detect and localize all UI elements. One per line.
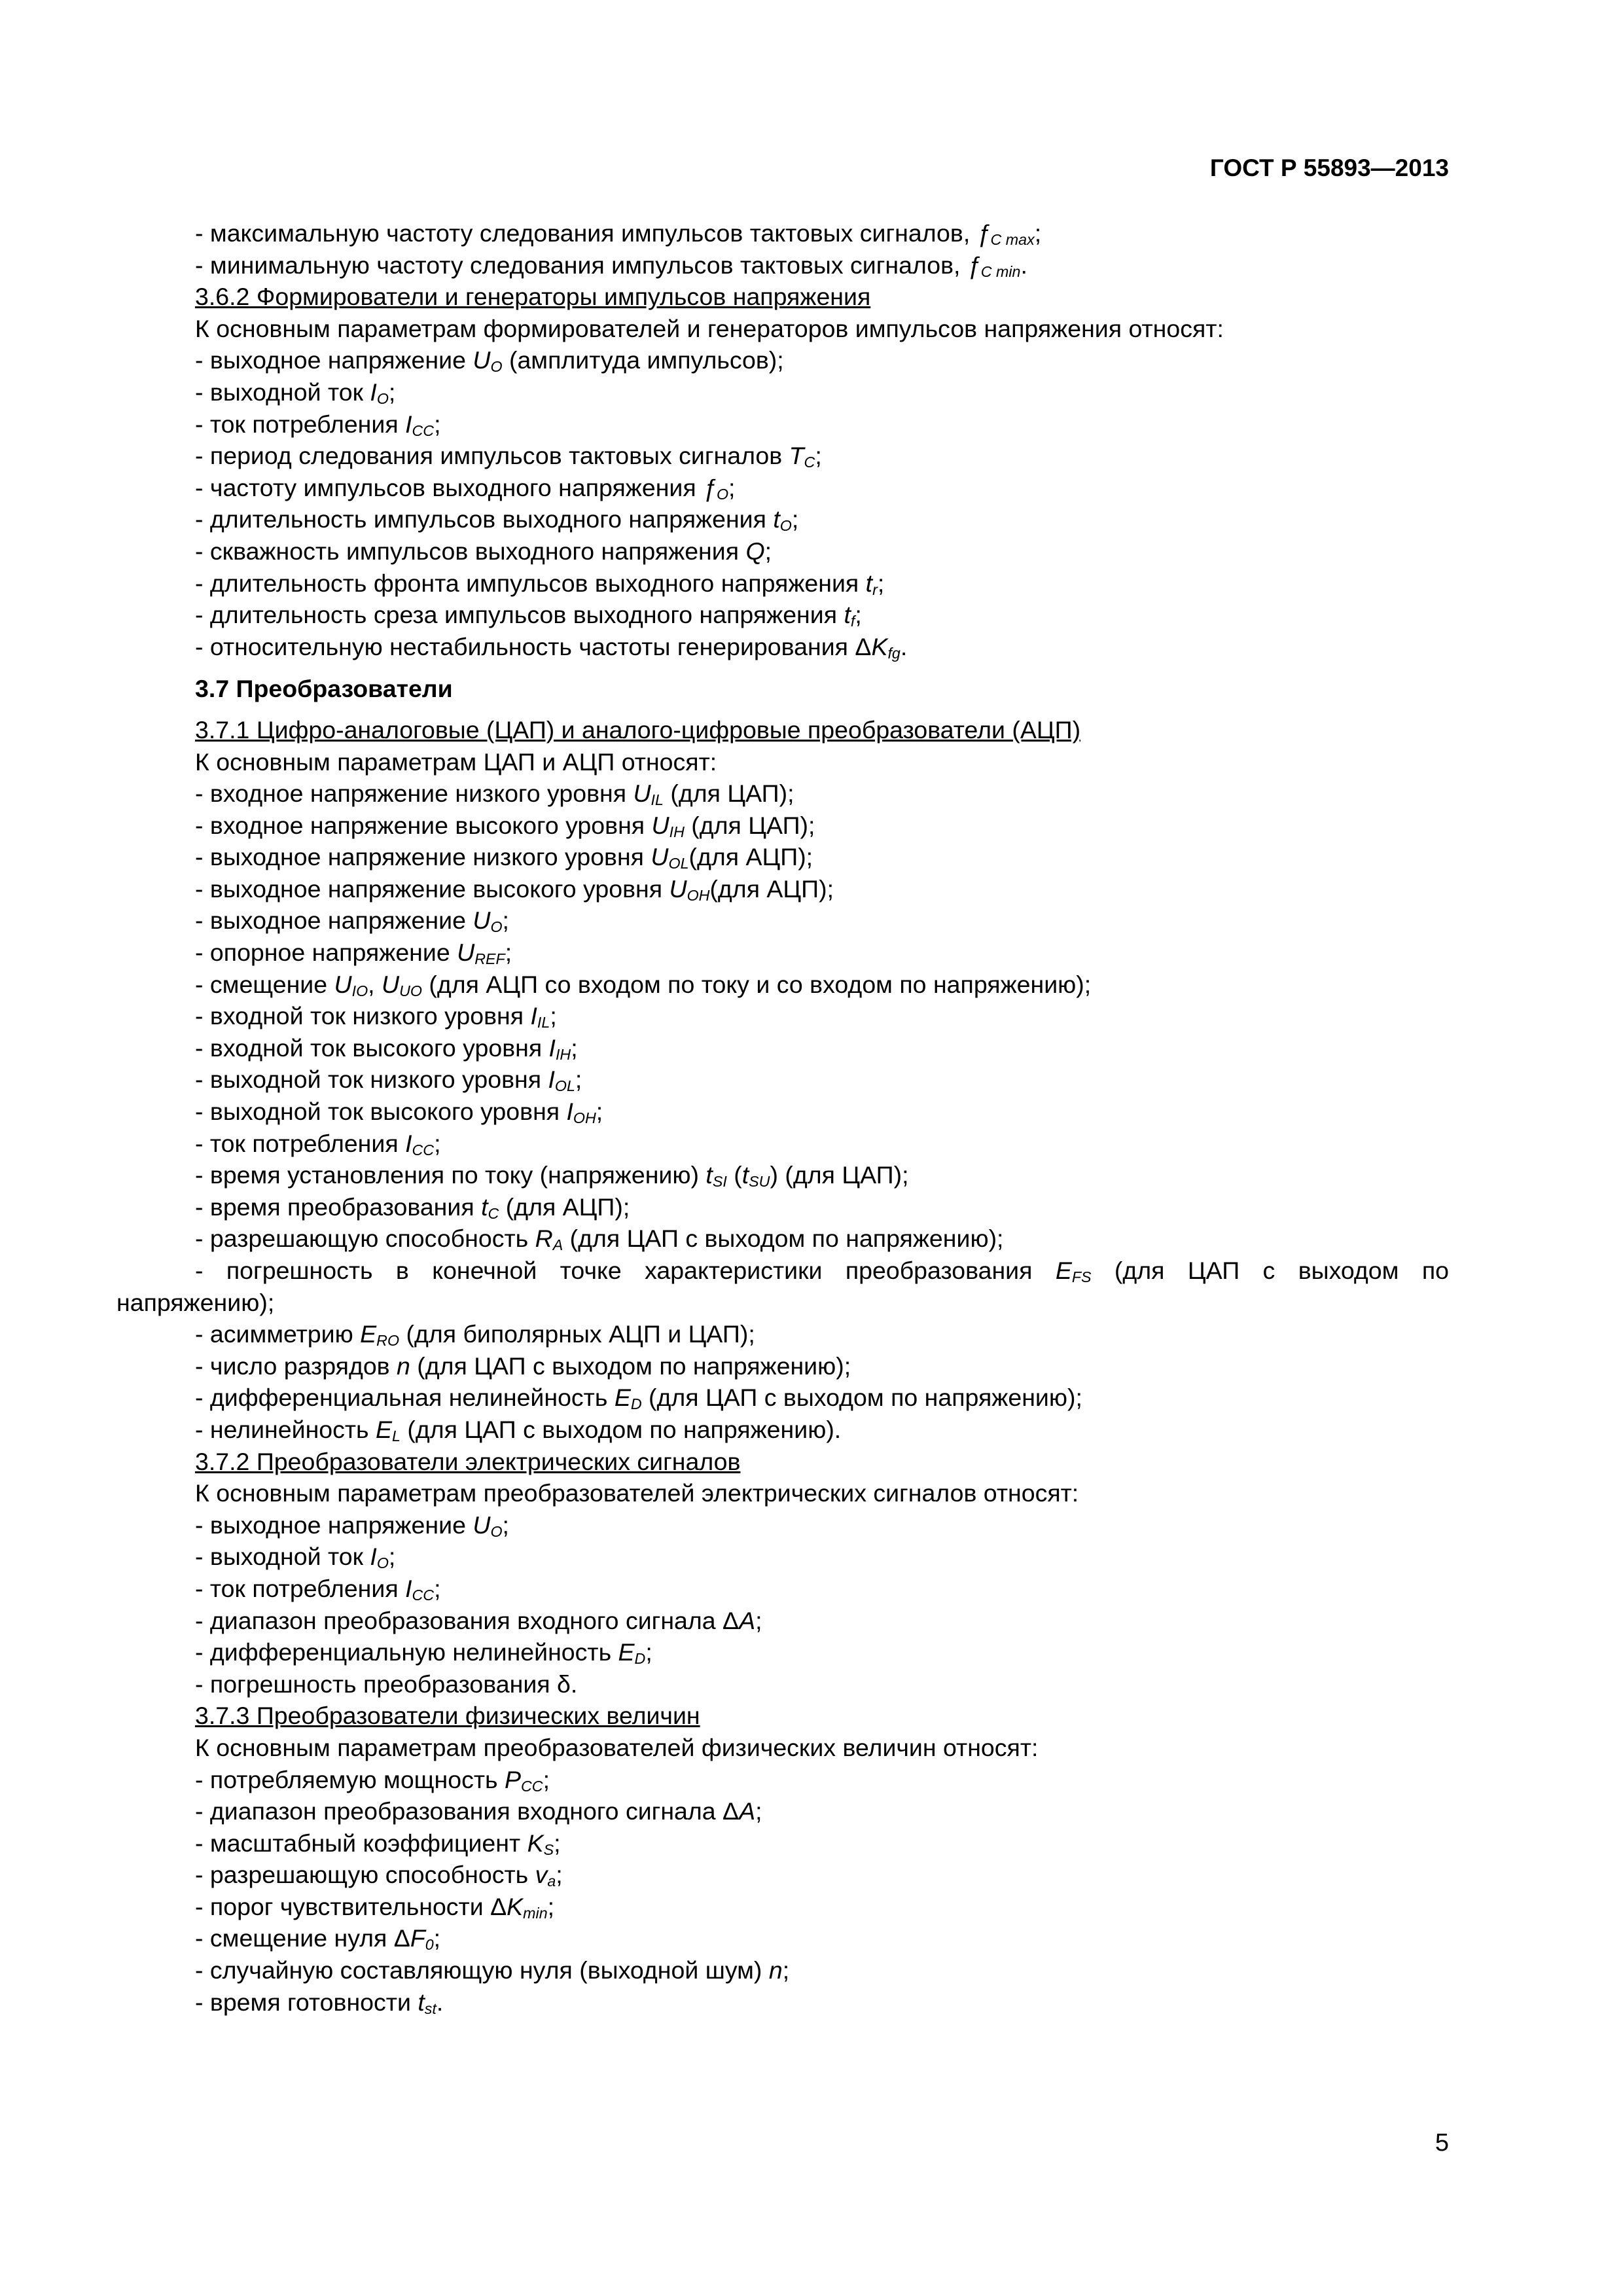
list-item: - период следования импульсов тактовых сигналов $T_C$; <box>195 442 822 471</box>
list-item: - выходной ток $I_O$; <box>195 378 396 408</box>
list-item: - погрешность в конечной точке характеристики преобразования $E_{FS}$ (для ЦАП с выходом по <box>195 1257 1449 1286</box>
list-item: - разрешающую способность $R_A$ (для ЦАП с выходом по напряжению); <box>195 1225 1004 1254</box>
list-item: - масштабный коэффициент $K_S$; <box>195 1829 561 1858</box>
list-item: - выходной ток высокого уровня $I_{OH}$; <box>195 1098 603 1127</box>
list-item: - длительность импульсов выходного напряжения $t_O$; <box>195 505 799 535</box>
list-item: - относительную нестабильность частоты генерирования $\Delta K_{fg}$. <box>195 632 908 662</box>
list-item: - ток потребления $I_{CC}$; <box>195 1574 441 1604</box>
text-line: К основным параметрам формирователей и генераторов импульсов напряжения относят: <box>195 314 1224 342</box>
list-item: - выходное напряжение $U_O$ (амплитуда импульсов); <box>195 346 784 376</box>
list-item: - длительность фронта импульсов выходного напряжения $t_r$; <box>195 569 885 598</box>
list-item: - выходное напряжение $U_O$; <box>195 1511 509 1540</box>
list-item: - случайную составляющую нуля (выходной шум) n; <box>195 1956 790 1984</box>
list-item: - порог чувствительности $\Delta K_{min}$; <box>195 1892 555 1922</box>
list-item: - время установления по току (напряжению) $t_{SI}$ $(t_{SU})$ (для ЦАП); <box>195 1161 909 1191</box>
text-line: напряжению); <box>116 1288 275 1316</box>
list-item: - дифференциальная нелинейность $E_D$ (для ЦАП с выходом по напряжению); <box>195 1384 1082 1413</box>
section-heading: 3.7 Преобразователи <box>195 675 453 703</box>
list-item: - скважность импульсов выходного напряжения Q; <box>195 537 772 565</box>
page-number: 5 <box>1435 2129 1449 2157</box>
list-item: - диапазон преобразования входного сигнала ΔA; <box>195 1606 762 1634</box>
list-item: - потребляемую мощность $P_{CC}$; <box>195 1765 550 1795</box>
subsection-heading: 3.7.3 Преобразователи физических величин <box>195 1702 700 1730</box>
list-item: - время готовности $t_{st}$. <box>195 1988 444 2017</box>
list-item: - смещение нуля $\Delta F_0$; <box>195 1924 441 1954</box>
subsection-heading: 3.7.2 Преобразователи электрических сигналов <box>195 1447 741 1475</box>
text-line: К основным параметрам преобразователей физических величин относят: <box>195 1733 1039 1761</box>
list-item: - время преобразования $t_C$ (для АЦП); <box>195 1193 630 1222</box>
list-item: - число разрядов n (для ЦАП с выходом по напряжению); <box>195 1352 851 1380</box>
text-line: К основным параметрам ЦАП и АЦП относят: <box>195 747 717 776</box>
list-item: - выходное напряжение $U_O$; <box>195 906 509 936</box>
list-item: - максимальную частоту следования импульсов тактовых сигналов, $ƒ_{C max}$; <box>195 219 1042 249</box>
list-item: - дифференциальную нелинейность $E_D$; <box>195 1638 652 1668</box>
list-item: - входное напряжение высокого уровня $U_{IH}$ (для ЦАП); <box>195 811 815 840</box>
list-item: - выходной ток $I_O$; <box>195 1543 396 1572</box>
list-item: - диапазон преобразования входного сигнала ΔA; <box>195 1797 762 1825</box>
document-body <box>116 217 1449 2018</box>
list-item: - выходное напряжение высокого уровня $U_{OH}(для$ АЦП); <box>195 874 834 904</box>
list-item: - смещение $U_{IO}$, $U_{UO}$ (для АЦП со входом по току и со входом по напряжению); <box>195 970 1092 999</box>
list-item: - длительность среза импульсов выходного напряжения $t_f$; <box>195 601 862 630</box>
list-item: - входной ток высокого уровня $I_{IH}$; <box>195 1033 578 1063</box>
subsection-heading: 3.6.2 Формирователи и генераторы импульсов напряжения <box>195 283 871 311</box>
list-item: - опорное напряжение $U_{REF}$; <box>195 939 512 968</box>
list-item: - ток потребления $I_{CC}$; <box>195 410 441 439</box>
list-item: - ток потребления $I_{CC}$; <box>195 1129 441 1158</box>
document-header: ГОСТ Р 55893—2013 <box>1209 154 1449 181</box>
list-item: - выходной ток низкого уровня $I_{OL}$; <box>195 1066 582 1095</box>
list-item: - входное напряжение низкого уровня $U_{IL}$ (для ЦАП); <box>195 780 794 809</box>
subsection-heading: 3.7.1 Цифро-аналоговые (ЦАП) и аналого-цифровые преобразователи (АЦП) <box>195 715 1081 744</box>
list-item: - асимметрию $E_{RO}$ (для биполярных АЦП и ЦАП); <box>195 1320 755 1350</box>
list-item: - выходное напряжение низкого уровня $U_{OL}(для$ АЦП); <box>195 843 813 872</box>
list-item: - разрешающую способность $v_a$; <box>195 1861 563 1890</box>
list-item: - погрешность преобразования δ. <box>195 1670 578 1698</box>
list-item: - нелинейность $E_L$ (для ЦАП с выходом по напряжению). <box>195 1415 842 1445</box>
list-item: - минимальную частоту следования импульсов тактовых сигналов, $ƒ_{C min}$. <box>195 251 1027 280</box>
list-item: - частоту импульсов выходного напряжения $ƒ_O$; <box>195 473 736 503</box>
list-item: - входной ток низкого уровня $I_{IL}$; <box>195 1002 557 1031</box>
text-line: К основным параметрам преобразователей электрических сигналов относят: <box>195 1479 1079 1507</box>
